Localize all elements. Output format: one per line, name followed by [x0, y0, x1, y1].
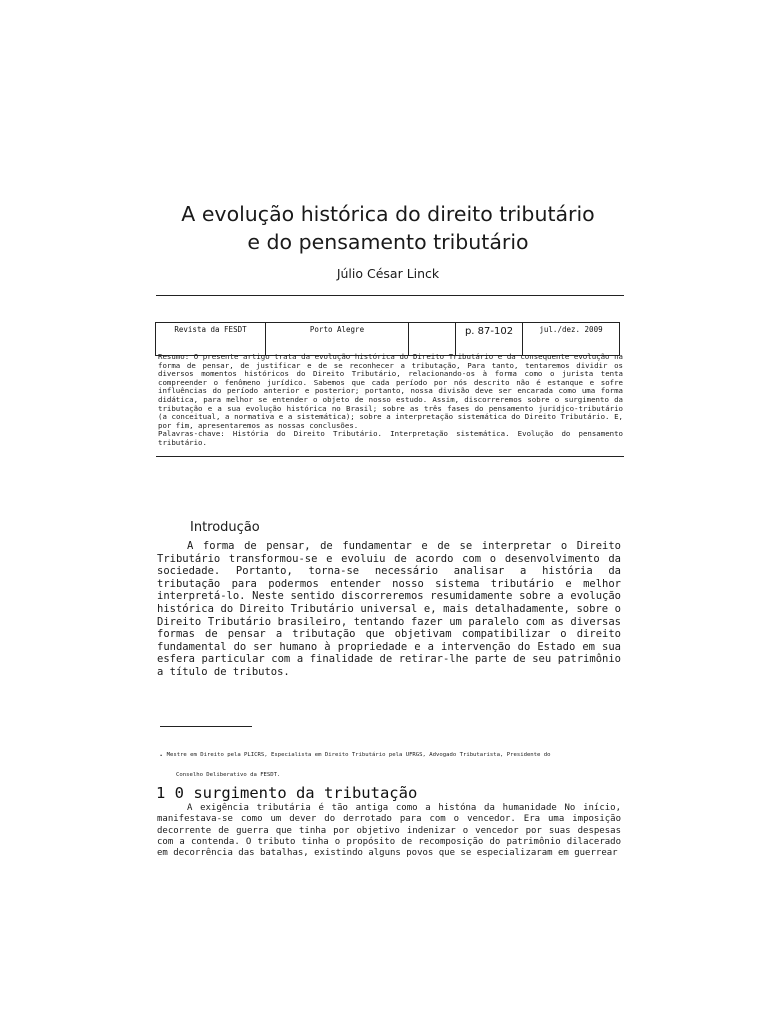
- title-line-2: e do pensamento tributário: [247, 230, 529, 254]
- section-1-body: [157, 803, 621, 859]
- footnote-text-1: Mestre em Direito pela PLICRS, Especialista em Direito Tributário pela UFRGS, Advogado Tributarista, Presidente do: [166, 752, 551, 758]
- introduction-paragraph: A forma de pensar, de fundamentar e de se interpretar o Direito Tributário transformou-se e evoluiu de acordo com o desenvolvimento da sociedade. Portanto, torna-se necessário analisar a história da tributação para podermos entender nosso sistema tributário e melhor interpretá-lo. Neste sentido discorreremos resumidamente sobre a evolução histórica do Direito Tributário universal e, mais detalhadamente, sobre o Direito Tributário brasileiro, tentando fazer um paralelo com as diversas formas de pensar a tributação que objetivam compatibilizar o direito fundamental do ser humano à propriedade e a intervenção do Estado em sua esfera particular com a finalidade de retirar-lhe parte de seu patrimônio a título de tributos.: [157, 540, 621, 678]
- author-name: Júlio César Linck: [336, 266, 440, 281]
- footnote-line-1: [159, 750, 621, 759]
- introduction-heading: Introdução: [190, 520, 260, 535]
- journal-cell: Revista da FESDT: [156, 323, 266, 356]
- volume-cell: [409, 323, 456, 356]
- footnote: [159, 750, 621, 779]
- abstract-block: [158, 353, 623, 448]
- footnote-rule: [160, 726, 252, 727]
- abstract-text: Resumo: O presente artigo trata da evolução histórica do Direito Tributário e da consequente evolução na forma de pensar, de justificar e de se reconhecer a tributação, Para tanto, tentaremos dividir os diversos momentos históricos do Direito Tributário, relacionando-os à forma como o jurista tenta compreender o fenômeno jurídico. Sabemos que cada período por nós descrito não é estanque e sofre influências do período anterior e posterior; portanto, nossa divisão deve ser encarada como uma forma didática, para melhor se entender o objeto de nosso estudo. Assim, discorreremos sobre o surgimento da tributação e a sua evolução histórica no Brasil; sobre as três fases do pensamento juridjco-tributário (a conceitual, a normativa e a sistemática); sobre a interpretação sistemática do Direito Tributário. E, por fim, apresentaremos as nossas conclusões.: [158, 352, 623, 430]
- title-line-1: A evolução histórica do direito tributário: [181, 202, 595, 226]
- article-title: [150, 200, 626, 256]
- section-1-paragraph: A exigência tributária é tão antiga como a históna da humanidade No início, manifestava-se como um dever do derrotado para com o vencedor. Era uma imposição decorrente de guerra que tinha por objetivo indenizar o vencedor por suas despesas com a contenda. O tributo tinha o propósito de recomposição do patrimônio dilacerado em decorrência das batalhas, existindo alguns povos que se especializaram em guerrear: [157, 803, 621, 859]
- abstract-divider: [156, 456, 624, 457]
- footnote-marker: .: [159, 750, 164, 758]
- footnote-line-2: Conselho Deliberativo da FESDT.: [176, 772, 281, 778]
- publication-info-row: [156, 323, 620, 356]
- section-1-heading: 1 0 surgimento da tributação: [156, 784, 418, 802]
- city-cell: Porto Alegre: [266, 323, 409, 356]
- date-cell: jul./dez. 2009: [523, 323, 620, 356]
- publication-info-table: [155, 322, 620, 356]
- introduction-body: [157, 540, 621, 679]
- keywords-text: Palavras-chave: História do Direito Tributário. Interpretação sistemática. Evolução do pensamento tributário.: [158, 429, 623, 447]
- top-divider: [156, 295, 624, 296]
- pages-cell: p. 87-102: [456, 323, 523, 356]
